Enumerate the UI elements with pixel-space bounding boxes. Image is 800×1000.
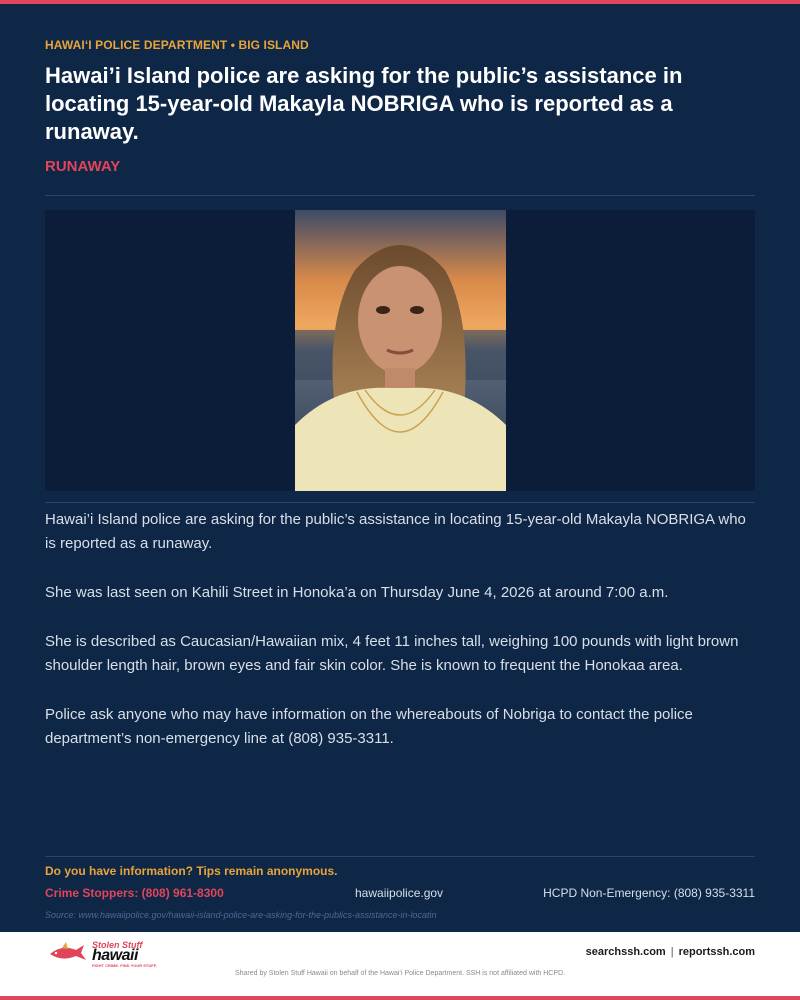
- link-separator: |: [670, 946, 674, 958]
- bulletin-card: [0, 4, 800, 932]
- non-emergency-phone[interactable]: HCPD Non-Emergency: (808) 935-3311: [543, 886, 755, 900]
- reportssh-link[interactable]: reportssh.com: [678, 946, 755, 958]
- crime-stoppers-phone[interactable]: Crime Stoppers: (808) 961-8300: [45, 886, 224, 900]
- missing-person-photo: [295, 210, 506, 491]
- divider: [45, 856, 755, 857]
- searchssh-link[interactable]: searchssh.com: [585, 946, 666, 958]
- body-paragraph: Hawai’i Island police are asking for the public’s assistance in locating 15-year-old Makayla NOBRIGA who is reported as a runaway.: [45, 511, 746, 552]
- body-paragraph: She is described as Caucasian/Hawaiian mix, 4 feet 11 inches tall, weighing 100 pounds with light brown shoulder length hair, brown eyes and fair skin color. She is known to frequent the Honokaa area.: [45, 633, 739, 674]
- disclaimer: Shared by Stolen Stuff Hawaii on behalf of the Hawai‘i Police Department. SSH is not affiliated with HCPD.: [234, 970, 566, 977]
- logo-tagline: FIGHT CRIME. FIND YOUR STUFF.: [92, 963, 157, 968]
- logo-main-text: hawaii: [92, 947, 138, 964]
- footer: [0, 932, 800, 996]
- article-body: [45, 508, 760, 776]
- shark-icon: [48, 942, 88, 964]
- bottom-accent-bar: [0, 996, 800, 1000]
- source-link[interactable]: Source: www.hawaiipolice.gov/hawaii-island-police-are-asking-for-the-publics-assistance-in-locatin: [45, 910, 437, 920]
- footer-links: [586, 946, 755, 958]
- body-paragraph: She was last seen on Kahili Street in Honoka’a on Thursday June 4, 2026 at around 7:00 a.m.: [45, 584, 669, 601]
- photo-frame: [45, 210, 755, 491]
- body-paragraph: Police ask anyone who may have information on the whereabouts of Nobriga to contact the police department’s non-emergency line at (808) 935-3311.: [45, 706, 693, 747]
- logo-top-text: Stolen Stuff: [92, 940, 143, 950]
- tips-prompt: Do you have information? Tips remain anonymous.: [45, 864, 338, 878]
- stolen-stuff-hawaii-logo[interactable]: [48, 940, 168, 966]
- police-website-link[interactable]: hawaiipolice.gov: [355, 886, 444, 900]
- headline: Hawai’i Island police are asking for the public’s assistance in locating 15-year-old Makayla NOBRIGA who is reported as a runaway.: [45, 63, 683, 144]
- agency-label: HAWAI‘I POLICE DEPARTMENT • BIG ISLAND: [45, 38, 309, 52]
- divider: [45, 502, 755, 503]
- category-label: RUNAWAY: [45, 158, 121, 175]
- divider: [45, 195, 755, 196]
